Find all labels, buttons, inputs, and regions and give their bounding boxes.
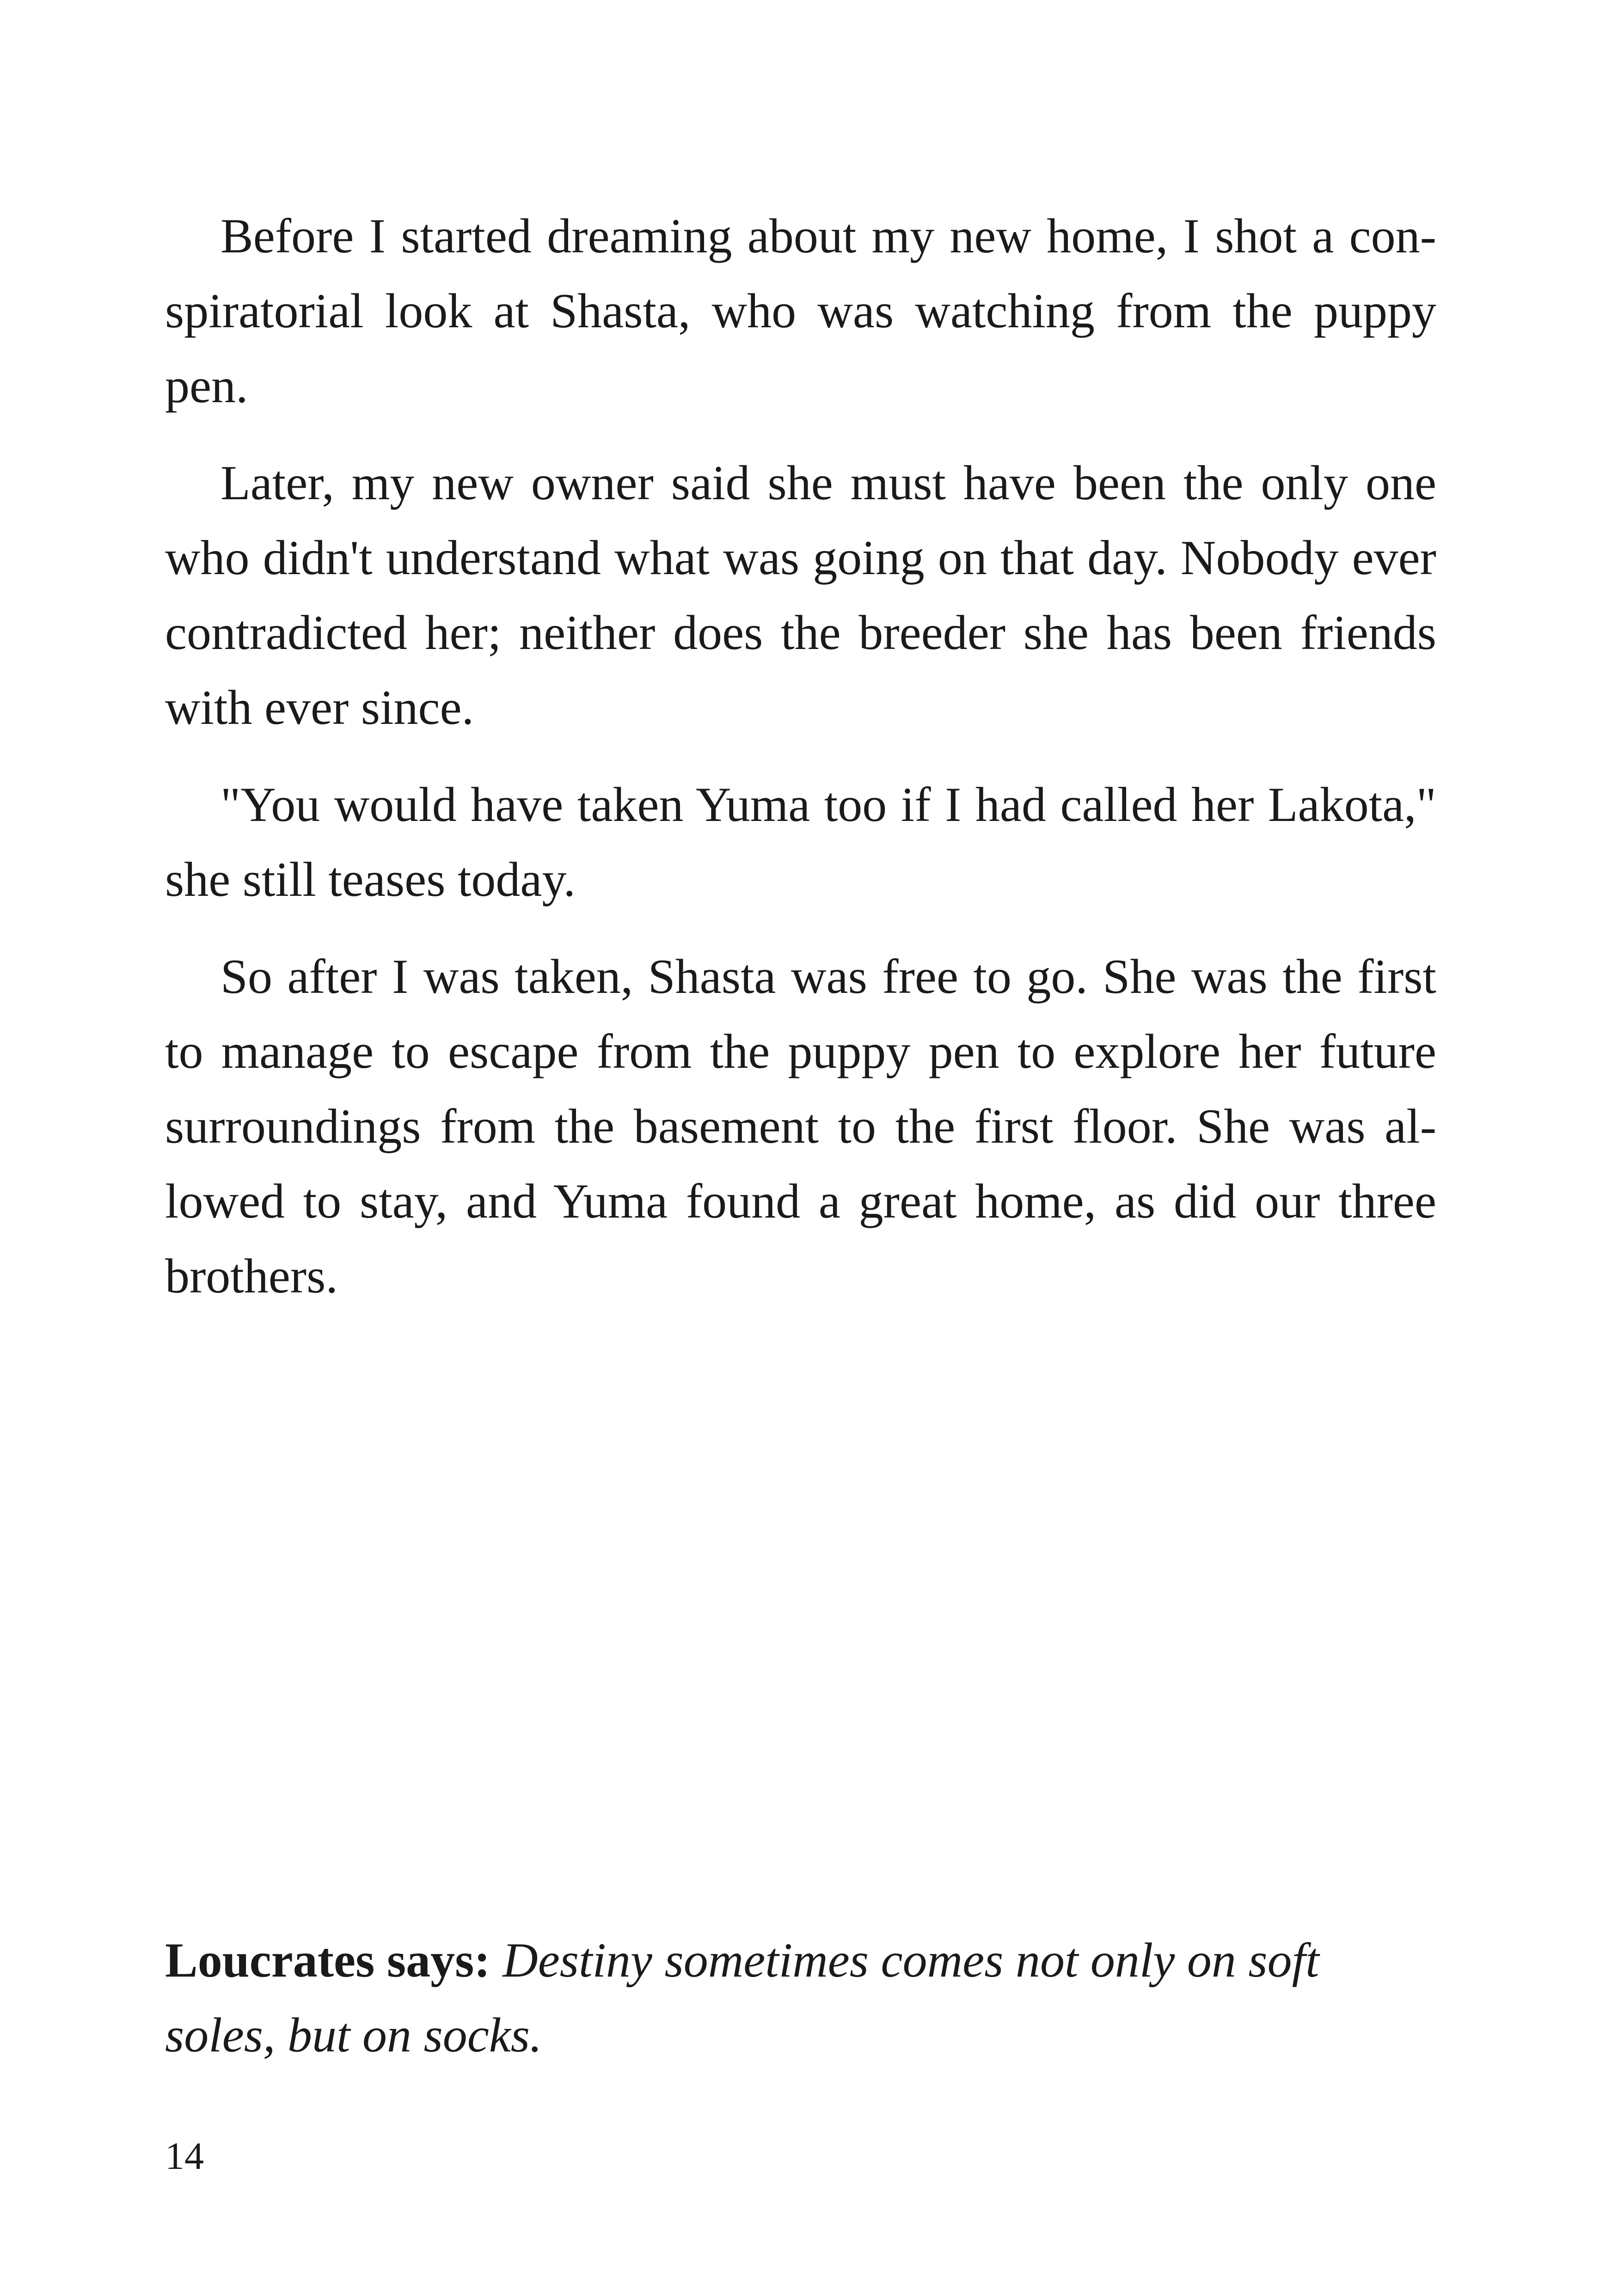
paragraph-1: Before I started dreaming about my new home, I shot a conspiratorial look at Shasta, who was watching from the puppy pen. bbox=[165, 209, 1436, 413]
body-text bbox=[165, 199, 1436, 1336]
page-number: 14 bbox=[165, 2135, 204, 2178]
quote-text: Destiny sometimes comes not only on soft soles, but on socks. bbox=[165, 1933, 1319, 2062]
paragraph-4: So after I was taken, Shasta was free to go. She was the first to manage to escape from the puppy pen to explore her future surroundings from the basement to the first floor. She was allowed to stay, and Yuma found a great home, as did our three brothers. bbox=[165, 949, 1436, 1303]
paragraph-2: Later, my new owner said she must have been the only one who didn't understand what was going on that day. Nobody ever contradicted her; neither does the breeder she has been friends with ever since. bbox=[165, 456, 1436, 735]
paragraph-3: "You would have taken Yuma too if I had called her Lakota," she still teases today. bbox=[165, 778, 1436, 906]
loucrates-quote bbox=[165, 1923, 1436, 2073]
quote-label: Loucrates says: bbox=[165, 1933, 490, 1987]
